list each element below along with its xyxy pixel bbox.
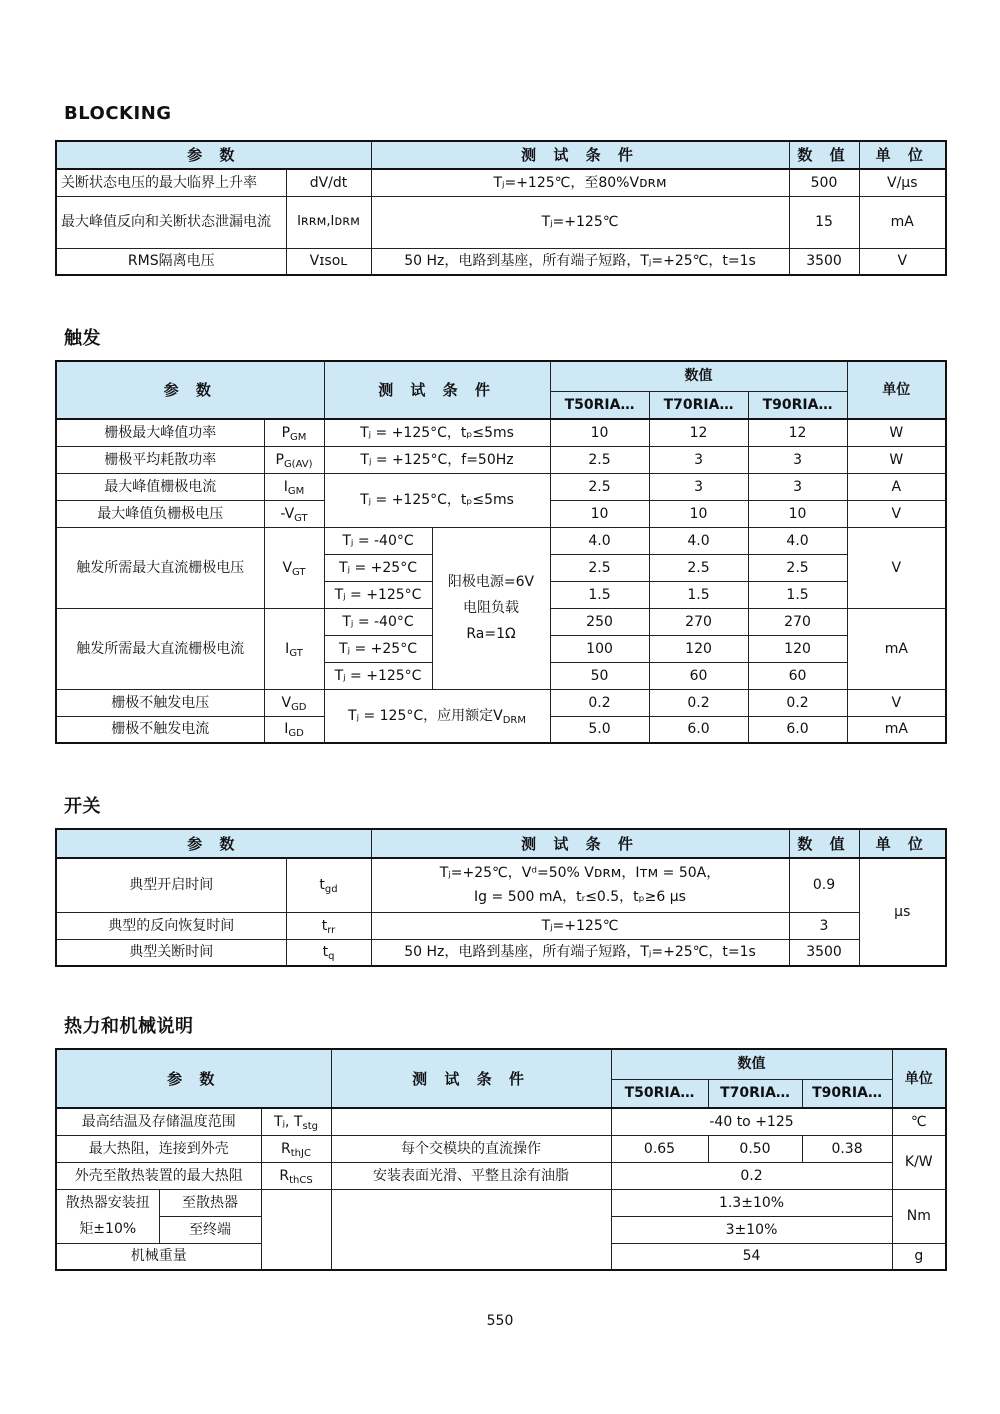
param-symbol: Iʀʀᴍ,Iᴅʀᴍ [286,196,371,248]
value-t50: 250 [550,608,649,635]
param-symbol: $t_q$ [286,939,371,966]
param-symbol: dV/dt [286,169,371,196]
param-cond: 每个交模块的直流操作 [331,1135,611,1162]
param-unit: V/μs [859,169,946,196]
value-t90: 0.2 [748,689,847,716]
param-symbol: $I_{GM}$ [264,473,324,500]
value-t90: 4.0 [748,527,847,554]
param-symbol: $V_{GT}$ [264,527,324,608]
param-unit: V [859,248,946,275]
param-value: 0.2 [611,1162,892,1189]
param-cond: Tⱼ = +125°C，f=50Hz [324,446,550,473]
value-t50: 1.5 [550,581,649,608]
table-row [56,169,946,196]
param-name: 最大峰值栅极电流 [56,473,264,500]
table-row [56,1189,946,1216]
param-subname: 至散热器 [159,1189,261,1216]
param-unit: W [847,419,946,446]
value-t50: 2.5 [550,473,649,500]
value-t70: 3 [649,446,748,473]
temp-cond: Tⱼ = +25°C [324,635,432,662]
param-symbol: $t_{rr}$ [286,912,371,939]
param-symbol: Vɪsᴏʟ [286,248,371,275]
param-name: 最大峰值反向和关断状态泄漏电流 [56,196,286,248]
param-unit: mA [847,716,946,743]
param-value: 500 [789,169,859,196]
param-unit: μs [859,858,946,966]
param-value: 54 [611,1243,892,1270]
table-row [56,527,946,554]
param-name: 关断状态电压的最大临界上升率 [56,169,286,196]
value-t90: 0.38 [802,1135,892,1162]
param-value: 3±10% [611,1216,892,1243]
table-row [56,1108,946,1135]
param-value: 3500 [789,939,859,966]
switching-title: 开关 [64,796,101,817]
temp-cond: Tⱼ = -40°C [324,608,432,635]
param-name: 栅极最大峰值功率 [56,419,264,446]
param-name: RMS隔离电压 [56,248,286,275]
header-cond: 测 试 条 件 [371,141,789,169]
value-t50: 0.65 [611,1135,708,1162]
param-cond: 50 Hz，电路到基座，所有端子短路，Tⱼ=+25℃，t=1s [371,248,789,275]
param-name: 最大峰值负栅极电压 [56,500,264,527]
thermal-table [55,1048,947,1271]
param-value: 15 [789,196,859,248]
value-t50: 5.0 [550,716,649,743]
param-cond: 安装表面光滑、平整且涂有油脂 [331,1162,611,1189]
trigger-table [55,360,947,744]
value-t90: 3 [748,473,847,500]
header-param: 参 数 [56,361,324,419]
param-name: 典型开启时间 [56,858,286,912]
param-cond: Tⱼ=+125℃ [371,912,789,939]
table-row [56,196,946,248]
param-cond: Tⱼ=+125℃，至80%Vᴅʀᴍ [371,169,789,196]
value-t50: 10 [550,419,649,446]
table-row [56,858,946,912]
param-unit: V [847,527,946,608]
param-name: 机械重量 [56,1243,261,1270]
param-value: 1.3±10% [611,1189,892,1216]
param-name: 最大热阻，连接到外壳 [56,1135,261,1162]
param-symbol: $R_{thJC}$ [261,1135,331,1162]
trigger-title: 触发 [64,328,101,349]
page-number: 550 [486,1313,514,1329]
value-t90: 10 [748,500,847,527]
param-name: 典型的反向恢复时间 [56,912,286,939]
header-cond: 测 试 条 件 [324,361,550,419]
param-symbol: $I_{GD}$ [264,716,324,743]
param-cond: Tⱼ = +125°C，tₚ≤5ms [324,419,550,446]
param-symbol [261,1189,331,1270]
param-value: -40 to +125 [611,1108,892,1135]
model-t90: T90RIA… [802,1079,892,1108]
header-unit: 单位 [892,1049,946,1108]
value-t90: 1.5 [748,581,847,608]
value-t70: 60 [649,662,748,689]
table-row [56,689,946,716]
header-unit: 单 位 [859,829,946,858]
temp-cond: Tⱼ = +25°C [324,554,432,581]
table-row [56,248,946,275]
param-unit: V [847,689,946,716]
header-values: 数值 [611,1049,892,1079]
param-symbol: $-V_{GT}$ [264,500,324,527]
table-row [56,912,946,939]
value-t90: 60 [748,662,847,689]
table-row [56,1135,946,1162]
param-name: 栅极不触发电压 [56,689,264,716]
param-value: 3 [789,912,859,939]
param-name: 最高结温及存储温度范围 [56,1108,261,1135]
param-name: 矩±10% [56,1216,159,1243]
thermal-title: 热力和机械说明 [64,1016,194,1037]
value-t70: 120 [649,635,748,662]
value-t90: 270 [748,608,847,635]
temp-cond: Tⱼ = +125°C [324,662,432,689]
header-values: 数值 [550,361,847,391]
value-t50: 0.2 [550,689,649,716]
header-param: 参 数 [56,1049,331,1108]
param-symbol: Tⱼ, $T_{stg}$ [261,1108,331,1135]
value-t50: 50 [550,662,649,689]
param-subname: 至终端 [159,1216,261,1243]
value-t70: 6.0 [649,716,748,743]
param-name: 散热器安装扭 [56,1189,159,1216]
param-symbol: $P_{G(AV)}$ [264,446,324,473]
value-t70: 3 [649,473,748,500]
value-t50: 100 [550,635,649,662]
model-t70: T70RIA… [708,1079,802,1108]
value-t70: 270 [649,608,748,635]
value-t90: 12 [748,419,847,446]
header-value: 数 值 [789,829,859,858]
param-cond: 50 Hz，电路到基座，所有端子短路，Tⱼ=+25℃，t=1s [371,939,789,966]
param-cond: Tⱼ=+125℃ [371,196,789,248]
param-name: 外壳至散热装置的最大热阻 [56,1162,261,1189]
param-name: 典型关断时间 [56,939,286,966]
param-name: 栅极不触发电流 [56,716,264,743]
param-value: 0.9 [789,858,859,912]
param-cond [331,1189,611,1270]
value-t70: 0.2 [649,689,748,716]
header-cond: 测 试 条 件 [371,829,789,858]
param-symbol: $R_{thCS}$ [261,1162,331,1189]
value-t70: 1.5 [649,581,748,608]
param-unit: ℃ [892,1108,946,1135]
value-t90: 3 [748,446,847,473]
param-unit: g [892,1243,946,1270]
param-name: 触发所需最大直流栅极电压 [56,527,264,608]
value-t50: 2.5 [550,446,649,473]
temp-cond: Tⱼ = -40°C [324,527,432,554]
value-t70: 2.5 [649,554,748,581]
table-row [56,473,946,500]
value-t50: 10 [550,500,649,527]
param-unit: W [847,446,946,473]
value-t90: 6.0 [748,716,847,743]
param-symbol: $V_{GD}$ [264,689,324,716]
table-row [56,446,946,473]
param-name: 触发所需最大直流栅极电流 [56,608,264,689]
param-symbol: $I_{GT}$ [264,608,324,689]
model-t90: T90RIA… [748,391,847,419]
value-t70: 4.0 [649,527,748,554]
value-t70: 0.50 [708,1135,802,1162]
model-t50: T50RIA… [611,1079,708,1108]
param-unit: Nm [892,1189,946,1243]
model-t50: T50RIA… [550,391,649,419]
param-value: 3500 [789,248,859,275]
header-value: 数 值 [789,141,859,169]
blocking-title: BLOCKING [64,103,172,124]
param-cond: Tⱼ = 125°C，应用额定$V_{DRM}$ [324,689,550,743]
value-t90: 120 [748,635,847,662]
header-param: 参 数 [56,141,371,169]
value-t70: 12 [649,419,748,446]
table-row [56,419,946,446]
param-unit: mA [859,196,946,248]
param-name: 栅极平均耗散功率 [56,446,264,473]
value-t90: 2.5 [748,554,847,581]
param-symbol: $t_{gd}$ [286,858,371,912]
param-unit: mA [847,608,946,689]
param-cond: Tⱼ = +125°C，tₚ≤5ms [324,473,550,527]
param-symbol: $P_{GM}$ [264,419,324,446]
param-unit: A [847,473,946,500]
value-t50: 4.0 [550,527,649,554]
value-t70: 10 [649,500,748,527]
param-cond: Tⱼ=+25℃，Vᵈ=50% Vᴅʀᴍ，Iᴛᴍ = 50A， Ig = 500 mA，tᵣ≤0.5，tₚ≥6 μs [371,858,789,912]
header-unit: 单位 [847,361,946,419]
header-cond: 测 试 条 件 [331,1049,611,1108]
temp-cond: Tⱼ = +125°C [324,581,432,608]
value-t50: 2.5 [550,554,649,581]
table-row [56,939,946,966]
header-unit: 单 位 [859,141,946,169]
table-row [56,1162,946,1189]
param-unit: V [847,500,946,527]
model-t70: T70RIA… [649,391,748,419]
blocking-table [55,140,947,276]
param-cond [331,1108,611,1135]
source-cond: 阳极电源=6V 电阻负载 Ra=1Ω [432,527,550,689]
param-unit: K/W [892,1135,946,1189]
header-param: 参 数 [56,829,371,858]
switching-table [55,828,947,967]
